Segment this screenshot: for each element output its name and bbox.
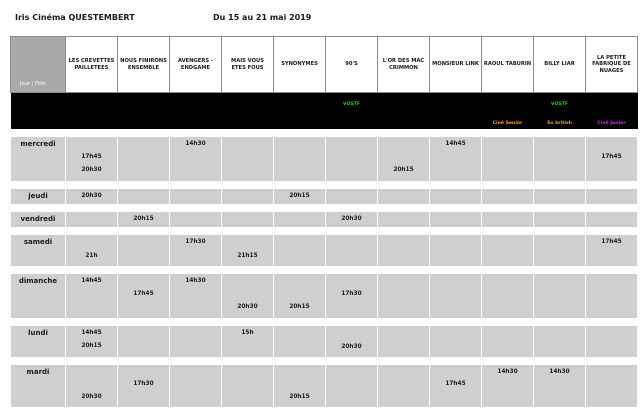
spacer-cell: [11, 129, 66, 137]
spacer-cell: [118, 266, 170, 274]
version-tag: VOSTF: [551, 102, 568, 107]
showtime: 17h30: [341, 291, 362, 297]
spacer-cell: [222, 266, 274, 274]
spacer-cell: [586, 357, 638, 365]
day-name: mardi: [26, 368, 50, 376]
showtime: 17h45: [81, 154, 102, 160]
spacer-cell: [170, 227, 222, 235]
showtime-cell: [482, 189, 534, 204]
spacer-cell: [274, 204, 326, 212]
spacer-cell: [170, 318, 222, 326]
showtime-cell: [430, 189, 482, 204]
showtime: 15h: [241, 330, 254, 336]
day-name-cell: [11, 326, 66, 357]
showtime-cell: [378, 189, 430, 204]
showtime: 20h15: [133, 216, 154, 222]
film-header: SYNONYMES: [274, 37, 326, 93]
film-header: 90'S: [326, 37, 378, 93]
showtime-cell: [482, 235, 534, 266]
row-spacer: [11, 181, 638, 189]
spacer-cell: [586, 204, 638, 212]
spacer-cell: [170, 357, 222, 365]
event-tag: So british: [547, 121, 572, 126]
spacer-cell: [378, 266, 430, 274]
row-spacer: [11, 129, 638, 137]
spacer-cell: [11, 357, 66, 365]
event-tag: Ciné Senior: [492, 121, 523, 126]
film-tag-cell: [274, 93, 326, 130]
row-spacer: [11, 357, 638, 365]
showtime: 14h45: [81, 278, 102, 284]
spacer-cell: [482, 204, 534, 212]
spacer-cell: [326, 266, 378, 274]
day-name: vendredi: [20, 215, 56, 223]
spacer-cell: [118, 227, 170, 235]
showtime-cell: [222, 137, 274, 181]
row-spacer: [11, 266, 638, 274]
film-tag-cell: [118, 93, 170, 130]
showtime-cell: [326, 274, 378, 318]
spacer-cell: [430, 204, 482, 212]
spacer-cell: [482, 181, 534, 189]
showtime-cell: [274, 326, 326, 357]
showtime-cell: [378, 235, 430, 266]
showtime-cell: [222, 365, 274, 407]
spacer-cell: [534, 227, 586, 235]
spacer-cell: [482, 129, 534, 137]
spacer-cell: [66, 266, 118, 274]
film-tag-cell: [222, 93, 274, 130]
showtime-cell: [586, 365, 638, 407]
showtime-cell: [118, 326, 170, 357]
spacer-cell: [274, 181, 326, 189]
showtime-cell: [170, 274, 222, 318]
spacer-cell: [118, 357, 170, 365]
showtime-cell: [274, 235, 326, 266]
showtime-cell: [170, 189, 222, 204]
showtime: 17h45: [445, 381, 466, 387]
showtime-cell: [118, 365, 170, 407]
showtime-cell: [326, 326, 378, 357]
showtime-cell: [66, 212, 118, 227]
spacer-cell: [66, 181, 118, 189]
film-tag-cell: [378, 93, 430, 130]
film-header: AVENGERS - ENDGAME: [170, 37, 222, 93]
showtime-cell: [66, 189, 118, 204]
spacer-cell: [11, 204, 66, 212]
spacer-cell: [11, 181, 66, 189]
spacer-cell: [222, 318, 274, 326]
day-name: dimanche: [18, 277, 58, 285]
showtime: 21h15: [237, 253, 258, 259]
showtime: 20h15: [289, 193, 310, 199]
film-header: BILLY LIAR: [534, 37, 586, 93]
day-name: jeudi: [28, 192, 48, 200]
showtime-cell: [326, 365, 378, 407]
spacer-cell: [482, 266, 534, 274]
spacer-cell: [274, 357, 326, 365]
showtime-cell: [274, 274, 326, 318]
showtime-cell: [534, 189, 586, 204]
tag-band-corner: [11, 93, 66, 130]
spacer-cell: [326, 357, 378, 365]
showtime: 14h30: [497, 369, 518, 375]
spacer-cell: [378, 129, 430, 137]
row-spacer: [11, 204, 638, 212]
showtime-cell: [586, 189, 638, 204]
showtime-cell: [274, 137, 326, 181]
showtime-cell: [430, 137, 482, 181]
film-header: LES CREVETTES PAILLETEES: [66, 37, 118, 93]
day-name: samedi: [23, 238, 53, 246]
spacer-cell: [11, 227, 66, 235]
day-row: [11, 365, 638, 407]
tag-band: [11, 93, 638, 130]
day-name-cell: [11, 274, 66, 318]
showtime-cell: [66, 137, 118, 181]
showtime: 20h15: [289, 394, 310, 400]
spacer-cell: [170, 204, 222, 212]
showtime-cell: [534, 365, 586, 407]
spacer-cell: [482, 318, 534, 326]
spacer-cell: [482, 357, 534, 365]
showtime-cell: [378, 326, 430, 357]
showtime-cell: [66, 326, 118, 357]
schedule-table: [10, 36, 638, 407]
spacer-cell: [66, 357, 118, 365]
spacer-cell: [430, 227, 482, 235]
film-header: MAIS VOUS ETES FOUS: [222, 37, 274, 93]
event-tag: Ciné Junior: [597, 121, 626, 126]
showtime-cell: [118, 189, 170, 204]
day-name-cell: [11, 365, 66, 407]
showtime-cell: [430, 274, 482, 318]
showtime: 17h45: [133, 291, 154, 297]
spacer-cell: [170, 181, 222, 189]
spacer-cell: [118, 204, 170, 212]
spacer-cell: [11, 318, 66, 326]
spacer-cell: [66, 204, 118, 212]
day-name-cell: [11, 137, 66, 181]
spacer-cell: [118, 181, 170, 189]
showtime-cell: [326, 137, 378, 181]
film-header: L'OR DES MAC CRIMMON: [378, 37, 430, 93]
showtime: 20h30: [81, 193, 102, 199]
spacer-cell: [66, 129, 118, 137]
showtime-cell: [430, 326, 482, 357]
spacer-cell: [170, 129, 222, 137]
showtime-cell: [326, 189, 378, 204]
day-name: mercredi: [20, 140, 56, 148]
spacer-cell: [274, 266, 326, 274]
showtime-cell: [170, 212, 222, 227]
spacer-cell: [222, 357, 274, 365]
day-row: [11, 235, 638, 266]
spacer-cell: [326, 318, 378, 326]
day-row: [11, 137, 638, 181]
spacer-cell: [274, 129, 326, 137]
day-name-cell: [11, 189, 66, 204]
showtime: 17h45: [601, 154, 622, 160]
spacer-cell: [118, 129, 170, 137]
day-row: [11, 189, 638, 204]
showtime-cell: [66, 235, 118, 266]
row-spacer: [11, 318, 638, 326]
showtime-cell: [586, 235, 638, 266]
film-tag-cell: [534, 93, 586, 130]
spacer-cell: [11, 266, 66, 274]
showtime-cell: [222, 212, 274, 227]
showtime-cell: [118, 137, 170, 181]
showtime-cell: [326, 235, 378, 266]
schedule-period: Du 15 au 21 mai 2019: [213, 13, 312, 22]
showtime-cell: [534, 235, 586, 266]
day-name-cell: [11, 212, 66, 227]
film-tag-cell: [170, 93, 222, 130]
showtime: 20h30: [341, 344, 362, 350]
showtime: 17h30: [133, 381, 154, 387]
spacer-cell: [222, 227, 274, 235]
showtime: 20h30: [81, 394, 102, 400]
showtime-cell: [586, 274, 638, 318]
showtime-cell: [430, 365, 482, 407]
showtime-cell: [326, 212, 378, 227]
spacer-cell: [586, 266, 638, 274]
spacer-cell: [378, 357, 430, 365]
spacer-cell: [66, 227, 118, 235]
showtime-cell: [170, 326, 222, 357]
showtime-cell: [430, 235, 482, 266]
film-header-row: [11, 37, 638, 93]
cinema-title: Iris Cinéma QUESTEMBERT: [15, 13, 135, 22]
spacer-cell: [534, 181, 586, 189]
spacer-cell: [534, 318, 586, 326]
day-row: [11, 274, 638, 318]
showtime-cell: [66, 274, 118, 318]
showtime-cell: [430, 212, 482, 227]
showtime: 20h15: [289, 304, 310, 310]
showtime-cell: [118, 212, 170, 227]
film-tag-cell: [586, 93, 638, 130]
showtime-cell: [482, 137, 534, 181]
showtime-cell: [222, 189, 274, 204]
film-tag-cell: [430, 93, 482, 130]
showtime: 20h30: [341, 216, 362, 222]
showtime: 20h30: [81, 167, 102, 173]
showtime-cell: [378, 137, 430, 181]
spacer-cell: [378, 204, 430, 212]
showtime-cell: [274, 212, 326, 227]
schedule-body: [11, 93, 638, 408]
showtime-cell: [534, 274, 586, 318]
spacer-cell: [430, 357, 482, 365]
spacer-cell: [534, 204, 586, 212]
film-header: MONSIEUR LINK: [430, 37, 482, 93]
spacer-cell: [222, 129, 274, 137]
spacer-cell: [586, 318, 638, 326]
showtime-cell: [534, 212, 586, 227]
showtime-cell: [482, 326, 534, 357]
spacer-cell: [430, 129, 482, 137]
spacer-cell: [378, 181, 430, 189]
spacer-cell: [222, 204, 274, 212]
spacer-cell: [326, 181, 378, 189]
showtime-cell: [66, 365, 118, 407]
spacer-cell: [170, 266, 222, 274]
spacer-cell: [586, 129, 638, 137]
spacer-cell: [534, 129, 586, 137]
showtime-cell: [170, 235, 222, 266]
showtime-cell: [378, 365, 430, 407]
showtime-cell: [534, 137, 586, 181]
day-name: lundi: [28, 329, 48, 337]
showtime: 14h45: [81, 330, 102, 336]
showtime-cell: [586, 137, 638, 181]
showtime: 17h45: [601, 239, 622, 245]
film-tag-cell: [482, 93, 534, 130]
film-tag-cell: [326, 93, 378, 130]
showtime-cell: [586, 326, 638, 357]
spacer-cell: [430, 266, 482, 274]
spacer-cell: [326, 227, 378, 235]
spacer-cell: [274, 318, 326, 326]
showtime-cell: [378, 212, 430, 227]
day-name-cell: [11, 235, 66, 266]
showtime: 14h30: [185, 278, 206, 284]
row-spacer: [11, 227, 638, 235]
spacer-cell: [430, 318, 482, 326]
showtime-cell: [586, 212, 638, 227]
spacer-cell: [378, 227, 430, 235]
showtime: 20h15: [393, 167, 414, 173]
day-row: [11, 212, 638, 227]
showtime-cell: [482, 212, 534, 227]
showtime-cell: [222, 326, 274, 357]
spacer-cell: [430, 181, 482, 189]
showtime-cell: [170, 365, 222, 407]
spacer-cell: [274, 227, 326, 235]
showtime-cell: [222, 235, 274, 266]
showtime-cell: [222, 274, 274, 318]
showtime-cell: [274, 189, 326, 204]
film-header: LA PETITE FABRIQUE DE NUAGES: [586, 37, 638, 93]
spacer-cell: [118, 318, 170, 326]
spacer-cell: [66, 318, 118, 326]
showtime-cell: [170, 137, 222, 181]
film-tag-cell: [66, 93, 118, 130]
day-row: [11, 326, 638, 357]
showtime: 21h: [85, 253, 98, 259]
film-header: RAOUL TABURIN: [482, 37, 534, 93]
corner-label: Jour / Film: [11, 37, 66, 93]
spacer-cell: [378, 318, 430, 326]
spacer-cell: [326, 129, 378, 137]
spacer-cell: [326, 204, 378, 212]
version-tag: VOSTF: [343, 102, 360, 107]
showtime-cell: [274, 365, 326, 407]
showtime: 14h45: [445, 141, 466, 147]
showtime-cell: [118, 235, 170, 266]
showtime-cell: [534, 326, 586, 357]
spacer-cell: [586, 227, 638, 235]
showtime: 20h30: [237, 304, 258, 310]
spacer-cell: [534, 266, 586, 274]
spacer-cell: [222, 181, 274, 189]
showtime: 14h30: [185, 141, 206, 147]
film-header: NOUS FINIRONS ENSEMBLE: [118, 37, 170, 93]
spacer-cell: [586, 181, 638, 189]
showtime-cell: [118, 274, 170, 318]
showtime: 20h15: [81, 343, 102, 349]
showtime-cell: [378, 274, 430, 318]
spacer-cell: [482, 227, 534, 235]
showtime-cell: [482, 365, 534, 407]
showtime: 17h30: [185, 239, 206, 245]
spacer-cell: [534, 357, 586, 365]
showtime-cell: [482, 274, 534, 318]
showtime: 14h30: [549, 369, 570, 375]
